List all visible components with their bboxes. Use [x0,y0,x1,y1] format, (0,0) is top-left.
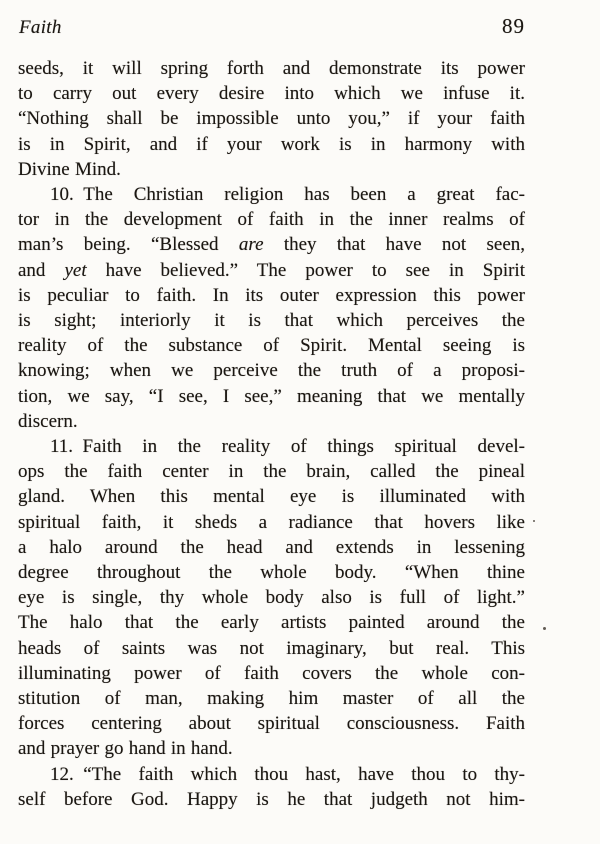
text-segment: 11. Faith in the reality of things spiritual devel- [50,436,525,458]
paragraph [18,762,525,812]
scan-speck [533,520,535,522]
text-line [18,207,525,232]
text-segment: a halo around the head and extends in lessening [18,536,525,558]
text-segment: Divine Mind. [18,158,121,180]
text-segment: 10. The Christian religion has been a great fac- [50,184,525,206]
page-number: 89 [502,14,525,38]
text-line [18,787,525,812]
text-segment: heads of saints was not imaginary, but real. This [18,637,525,659]
text-line [18,106,525,131]
text-segment: knowing; when we perceive the truth of a proposi- [18,360,525,382]
text-line [18,736,525,761]
italic-text: yet [64,259,87,281]
paragraph [18,434,525,762]
text-segment: is sight; interiorly it is that which perceives the [18,310,525,332]
text-segment: tor in the development of faith in the inner realms of [18,209,525,231]
text-line [18,661,525,686]
text-segment: degree throughout the whole body. “When thine [18,562,525,584]
text-segment: eye is single, thy whole body also is full of light.” [18,587,525,609]
text-line [18,384,525,409]
text-segment: seeds, it will spring forth and demonstrate its power [18,58,525,79]
paragraph [18,182,525,434]
text-segment: stitution of man, making him master of all the [18,688,525,710]
text-line [18,358,525,383]
text-segment: “Nothing shall be impossible unto you,” if your faith [18,108,525,130]
page-header [19,14,525,39]
text-segment: The halo that the early artists painted around the [18,612,525,634]
running-title: Faith [19,17,62,38]
scan-speck [543,627,546,630]
text-line [18,434,525,459]
text-line [18,636,525,661]
text-block [18,56,525,812]
text-segment: ops the faith center in the brain, called the pineal [18,461,525,483]
text-segment: reality of the substance of Spirit. Mental seeing is [18,335,525,357]
text-line [18,409,525,434]
text-line [18,232,525,257]
text-segment: and prayer go hand in hand. [18,738,233,760]
text-segment: have believed.” The power to see in Spirit [86,259,525,281]
text-line [18,333,525,358]
text-line [18,510,525,535]
text-line [18,56,525,81]
text-line [18,308,525,333]
italic-text: are [238,234,264,256]
text-line [18,560,525,585]
text-segment: they that have not seen, [263,234,525,256]
text-line [18,132,525,157]
text-line [18,585,525,610]
text-line [18,610,525,635]
text-line [18,81,525,106]
text-line [18,535,525,560]
text-line [18,484,525,509]
text-segment: illuminating power of faith covers the whole con- [18,662,525,684]
text-segment: self before God. Happy is he that judgeth not him- [18,788,525,810]
text-segment: is in Spirit, and if your work is in harmony with [18,133,525,155]
text-segment: gland. When this mental eye is illuminated with [18,486,525,508]
text-line [18,711,525,736]
text-segment: 12. “The faith which thou hast, have thou to thy- [50,763,525,785]
text-line [18,283,525,308]
text-segment: tion, we say, “I see, I see,” meaning that we mentally [18,385,525,407]
text-line [18,182,525,207]
text-segment: forces centering about spiritual consciousness. Faith [18,713,525,735]
text-line [18,686,525,711]
text-segment: and [18,259,65,281]
paragraph [18,56,525,182]
text-segment: discern. [18,410,78,432]
text-line [18,459,525,484]
text-line [18,762,525,787]
text-segment: is peculiar to faith. In its outer expression this power [18,284,525,306]
text-segment: to carry out every desire into which we infuse it. [18,83,525,105]
text-line [18,258,525,283]
text-segment: spiritual faith, it sheds a radiance that hovers like [18,511,525,533]
text-line [18,157,525,182]
text-segment: man’s being. “Blessed [18,234,239,256]
